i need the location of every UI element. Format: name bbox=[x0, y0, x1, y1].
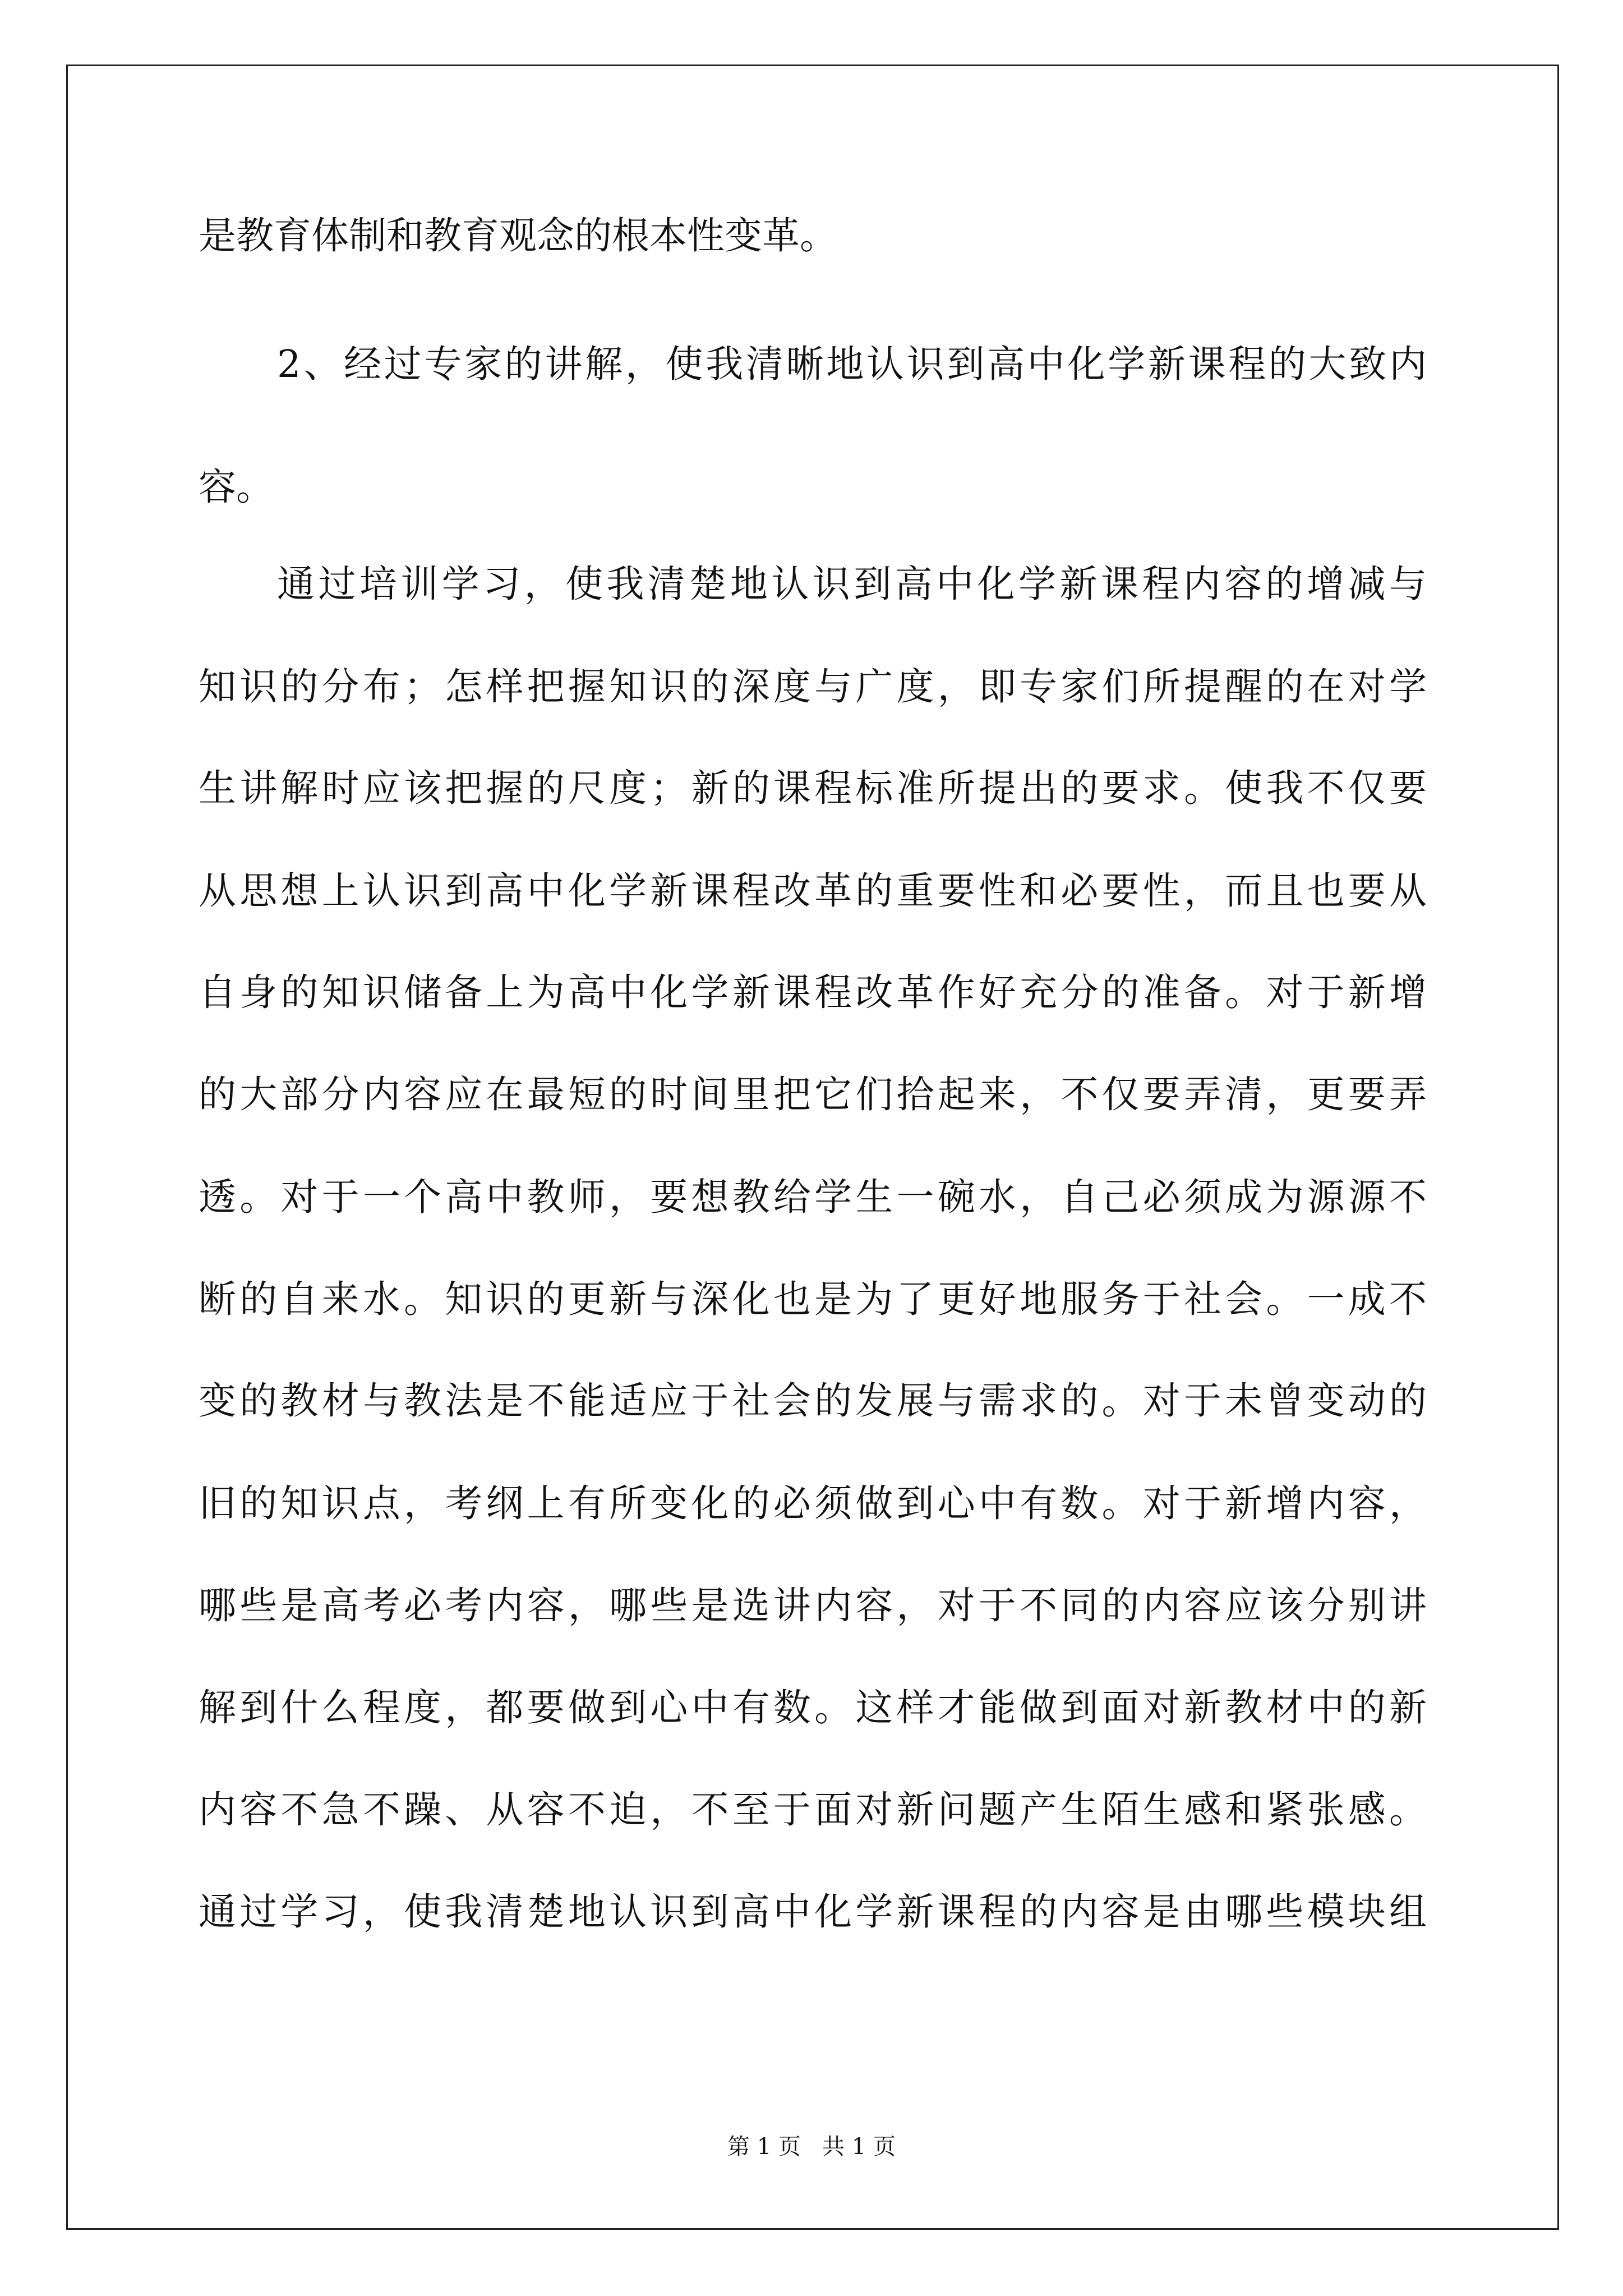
text-line-10: 透。对于一个高中教师，要想教给学生一碗水，自己必须成为源源不 bbox=[199, 1175, 1427, 1219]
text-line-4: 通过培训学习，使我清楚地认识到高中化学新课程内容的增减与 bbox=[277, 562, 1427, 606]
text-line-15: 解到什么程度，都要做到心中有数。这样才能做到面对新教材中的新 bbox=[199, 1686, 1427, 1729]
text-line-12: 变的教材与教法是不能适应于社会的发展与需求的。对于未曾变动的 bbox=[199, 1379, 1427, 1423]
text-line-11: 断的自来水。知识的更新与深化也是为了更好地服务于社会。一成不 bbox=[199, 1277, 1427, 1321]
text-line-7: 从思想上认识到高中化学新课程改革的重要性和必要性，而且也要从 bbox=[199, 869, 1427, 913]
page-footer bbox=[0, 2133, 1623, 2161]
text-line-2: 2、经过专家的讲解，使我清晰地认识到高中化学新课程的大致内 bbox=[277, 342, 1427, 386]
text-line-5: 知识的分布；怎样把握知识的深度与广度，即专家们所提醒的在对学 bbox=[199, 665, 1427, 708]
text-line-9: 的大部分内容应在最短的时间里把它们拾起来，不仅要弄清，更要弄 bbox=[199, 1073, 1427, 1116]
text-line-13: 旧的知识点，考纲上有所变化的必须做到心中有数。对于新增内容， bbox=[199, 1481, 1427, 1525]
text-line-6: 生讲解时应该把握的尺度；新的课程标准所提出的要求。使我不仅要 bbox=[199, 766, 1427, 810]
text-line-3: 容。 bbox=[199, 465, 274, 509]
page-number-label: 第 1 页 共 1 页 bbox=[727, 2134, 896, 2160]
text-line-1: 是教育体制和教育观念的根本性变革。 bbox=[199, 214, 837, 257]
text-line-16: 内容不急不躁、从容不迫，不至于面对新问题产生陌生感和紧张感。 bbox=[199, 1788, 1427, 1832]
text-line-14: 哪些是高考必考内容，哪些是选讲内容，对于不同的内容应该分别讲 bbox=[199, 1584, 1427, 1627]
text-line-8: 自身的知识储备上为高中化学新课程改革作好充分的准备。对于新增 bbox=[199, 970, 1427, 1014]
text-line-17: 通过学习，使我清楚地认识到高中化学新课程的内容是由哪些模块组 bbox=[199, 1890, 1427, 1934]
